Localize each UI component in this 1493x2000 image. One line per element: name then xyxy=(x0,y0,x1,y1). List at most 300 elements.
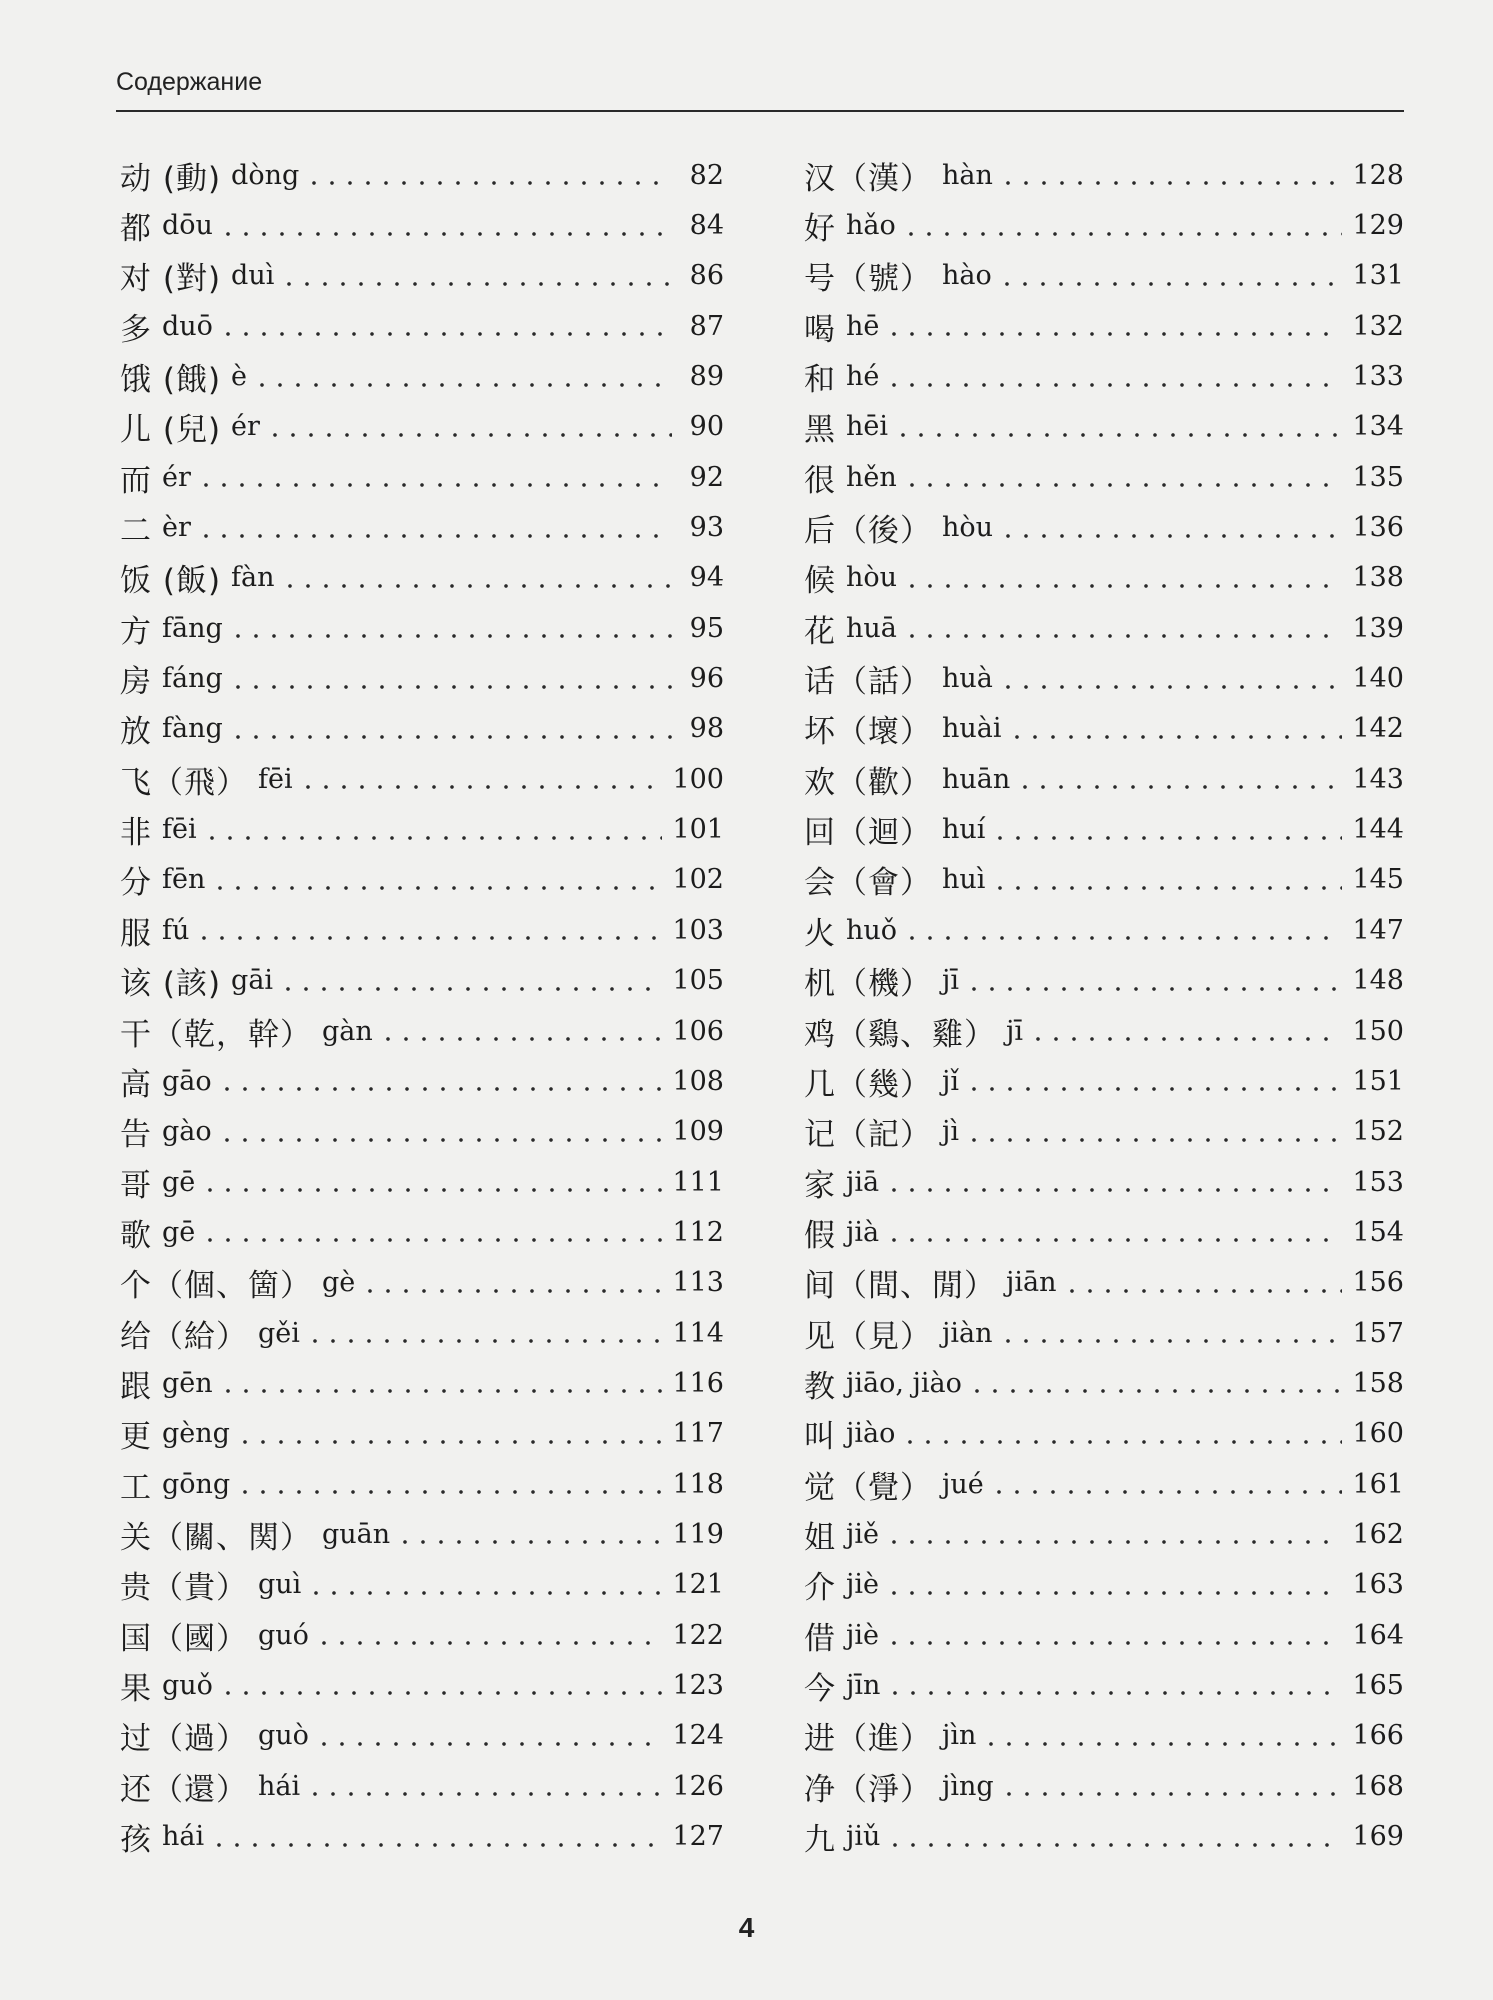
toc-dot-leader xyxy=(886,1825,1342,1849)
toc-entry-hanzi: 分 xyxy=(120,865,152,902)
toc-column-right xyxy=(804,150,1404,1862)
toc-entry-page: 98 xyxy=(689,713,724,745)
toc-dot-leader xyxy=(219,1673,663,1697)
toc-entry[interactable] xyxy=(120,855,724,905)
toc-entry[interactable] xyxy=(804,1509,1404,1559)
toc-entry-hanzi: 坏（壞） xyxy=(804,714,932,751)
toc-entry[interactable] xyxy=(120,200,724,250)
toc-entry[interactable] xyxy=(804,351,1404,401)
toc-entry[interactable] xyxy=(804,754,1404,804)
toc-entry-pinyin: huā xyxy=(846,612,897,644)
toc-entry[interactable] xyxy=(120,1610,724,1660)
toc-entry-page: 169 xyxy=(1352,1821,1404,1853)
toc-entry[interactable] xyxy=(804,553,1404,603)
toc-entry-pinyin: hái xyxy=(162,1821,205,1853)
toc-entry-page: 121 xyxy=(672,1569,724,1601)
toc-dot-leader xyxy=(379,1019,663,1043)
toc-entry[interactable] xyxy=(804,1660,1404,1710)
toc-entry[interactable] xyxy=(120,603,724,653)
toc-entry-page: 131 xyxy=(1352,260,1404,292)
toc-entry-pinyin: fēi xyxy=(162,814,197,846)
toc-entry[interactable] xyxy=(804,1258,1404,1308)
toc-entry-pinyin: gēn xyxy=(162,1367,213,1399)
toc-entry-page: 112 xyxy=(672,1216,724,1248)
toc-dot-leader xyxy=(886,1673,1342,1697)
toc-entry[interactable] xyxy=(804,1157,1404,1207)
toc-entry-hanzi: 果 xyxy=(120,1670,152,1707)
toc-entry[interactable] xyxy=(120,452,724,502)
toc-entry[interactable] xyxy=(120,1258,724,1308)
toc-entry[interactable] xyxy=(804,402,1404,452)
toc-entry-hanzi: 更 xyxy=(120,1419,152,1456)
toc-entry-hanzi: 花 xyxy=(804,613,836,650)
toc-entry[interactable] xyxy=(804,704,1404,754)
toc-entry[interactable] xyxy=(120,1660,724,1710)
toc-entry-pinyin: jǐ xyxy=(942,1065,960,1097)
toc-entry-hanzi: 都 xyxy=(120,211,152,248)
toc-entry-page: 168 xyxy=(1352,1770,1404,1802)
toc-dot-leader xyxy=(894,415,1342,439)
toc-entry[interactable] xyxy=(804,452,1404,502)
toc-entry-hanzi: 孩 xyxy=(120,1822,152,1859)
toc-dot-leader xyxy=(1016,767,1342,791)
toc-entry-pinyin: jiè xyxy=(846,1619,879,1651)
toc-entry[interactable] xyxy=(804,603,1404,653)
toc-entry-page: 94 xyxy=(689,562,724,594)
toc-entry-page: 142 xyxy=(1352,713,1404,745)
toc-entry-page: 138 xyxy=(1352,562,1404,594)
toc-dot-leader xyxy=(999,516,1342,540)
toc-entry-pinyin: guì xyxy=(258,1569,302,1601)
toc-entry-pinyin: fú xyxy=(162,914,190,946)
toc-entry-pinyin: èr xyxy=(162,512,191,544)
toc-entry-page: 116 xyxy=(672,1367,724,1399)
toc-entry-page: 122 xyxy=(672,1619,724,1651)
toc-entry-hanzi: 话（話） xyxy=(804,664,932,701)
toc-entry-hanzi: 歌 xyxy=(120,1217,152,1254)
toc-entry[interactable] xyxy=(804,502,1404,552)
toc-entry-pinyin: gèng xyxy=(162,1418,230,1450)
toc-entry-page: 128 xyxy=(1352,159,1404,191)
toc-entry-page: 84 xyxy=(689,210,724,242)
toc-entry-page: 140 xyxy=(1352,663,1404,695)
toc-entry[interactable] xyxy=(120,1409,724,1459)
toc-dot-leader xyxy=(203,818,663,842)
toc-dot-leader xyxy=(965,969,1342,993)
toc-entry-pinyin: ér xyxy=(162,461,191,493)
toc-entry[interactable] xyxy=(804,855,1404,905)
toc-entry-page: 144 xyxy=(1352,814,1404,846)
toc-dot-leader xyxy=(236,1472,662,1496)
toc-entry[interactable] xyxy=(804,1409,1404,1459)
toc-entry-page: 123 xyxy=(672,1669,724,1701)
toc-entry-hanzi: 进（進） xyxy=(804,1721,932,1758)
toc-entry-hanzi: 跟 xyxy=(120,1368,152,1405)
toc-entry-page: 151 xyxy=(1352,1065,1404,1097)
toc-entry-hanzi: 干（乾，幹） xyxy=(120,1016,312,1053)
toc-entry-pinyin: fàn xyxy=(231,562,275,594)
toc-entry-page: 108 xyxy=(672,1065,724,1097)
toc-entry[interactable] xyxy=(804,1811,1404,1861)
toc-entry-page: 129 xyxy=(1352,210,1404,242)
toc-entry-hanzi: 对 (對) xyxy=(120,261,222,298)
toc-entry-page: 139 xyxy=(1352,612,1404,644)
toc-entry-hanzi: 关（關、関） xyxy=(120,1519,312,1556)
toc-entry-pinyin: duō xyxy=(162,310,213,342)
toc-entry-page: 152 xyxy=(1352,1116,1404,1148)
toc-entry-hanzi: 个（個、箇） xyxy=(120,1268,312,1305)
toc-dot-leader xyxy=(201,1220,662,1244)
toc-dot-leader xyxy=(998,264,1343,288)
toc-entry-pinyin: jì xyxy=(942,1116,960,1148)
toc-entry[interactable] xyxy=(804,1560,1404,1610)
toc-entry[interactable] xyxy=(804,905,1404,955)
toc-entry-pinyin: hòu xyxy=(942,512,994,544)
toc-dot-leader xyxy=(885,1573,1342,1597)
toc-entry-page: 101 xyxy=(672,814,724,846)
toc-entry[interactable] xyxy=(804,1107,1404,1157)
toc-entry-pinyin: gè xyxy=(322,1267,356,1299)
toc-entry[interactable] xyxy=(804,1308,1404,1358)
toc-dot-leader xyxy=(219,1371,663,1395)
toc-entry[interactable] xyxy=(120,553,724,603)
toc-entry-hanzi: 鸡（鷄、雞） xyxy=(804,1016,996,1053)
toc-entry[interactable] xyxy=(804,150,1404,200)
toc-entry-hanzi: 黑 xyxy=(804,412,836,449)
toc-entry-hanzi: 该 (該) xyxy=(120,966,222,1003)
toc-entry[interactable] xyxy=(804,1056,1404,1106)
toc-dot-leader xyxy=(299,767,663,791)
toc-entry-hanzi: 家 xyxy=(804,1167,836,1204)
toc-entry-pinyin: hào xyxy=(942,260,992,292)
toc-entry-page: 150 xyxy=(1352,1015,1404,1047)
toc-dot-leader xyxy=(968,1371,1343,1395)
toc-entry-hanzi: 假 xyxy=(804,1217,836,1254)
toc-entry[interactable] xyxy=(120,150,724,200)
toc-dot-leader xyxy=(1029,1019,1342,1043)
toc-entry-page: 158 xyxy=(1352,1367,1404,1399)
toc-entry-page: 113 xyxy=(672,1267,724,1299)
toc-dot-leader xyxy=(211,868,662,892)
toc-entry-hanzi: 国（國） xyxy=(120,1620,248,1657)
toc-entry[interactable] xyxy=(804,1207,1404,1257)
toc-entry-pinyin: huí xyxy=(942,814,986,846)
toc-dot-leader xyxy=(219,314,672,338)
toc-dot-leader xyxy=(229,667,672,691)
toc-dot-leader xyxy=(903,918,1342,942)
toc-entry[interactable] xyxy=(804,1610,1404,1660)
toc-entry-page: 105 xyxy=(672,965,724,997)
toc-entry-pinyin: jiǔ xyxy=(846,1821,881,1853)
toc-entry-hanzi: 见（見） xyxy=(804,1318,932,1355)
toc-entry-pinyin: gōng xyxy=(162,1468,231,1500)
toc-entry-hanzi: 介 xyxy=(804,1570,836,1607)
toc-entry-hanzi: 多 xyxy=(120,311,152,348)
toc-entry[interactable] xyxy=(804,251,1404,301)
toc-entry-hanzi: 候 xyxy=(804,563,836,600)
toc-entry-pinyin: fāng xyxy=(162,612,223,644)
toc-entry-hanzi: 机（機） xyxy=(804,966,932,1003)
toc-entry-hanzi: 方 xyxy=(120,613,152,650)
toc-entry-page: 166 xyxy=(1352,1720,1404,1752)
toc-entry-pinyin: jī xyxy=(942,965,960,997)
toc-dot-leader xyxy=(965,1069,1342,1093)
toc-entry-pinyin: dòng xyxy=(231,159,300,191)
toc-dot-leader xyxy=(201,1170,662,1194)
toc-entry[interactable] xyxy=(804,1358,1404,1408)
toc-entry[interactable] xyxy=(120,1761,724,1811)
toc-dot-leader xyxy=(990,1472,1343,1496)
toc-entry-pinyin: hǎo xyxy=(846,210,896,242)
toc-entry-page: 106 xyxy=(672,1015,724,1047)
toc-entry-pinyin: hàn xyxy=(942,159,993,191)
toc-entry-hanzi: 哥 xyxy=(120,1167,152,1204)
toc-entry-page: 96 xyxy=(689,663,724,695)
toc-dot-leader xyxy=(219,214,672,238)
toc-dot-leader xyxy=(1000,1774,1343,1798)
toc-entry-hanzi: 二 xyxy=(120,513,152,550)
toc-dot-leader xyxy=(885,1522,1342,1546)
toc-entry-page: 157 xyxy=(1352,1317,1404,1349)
toc-entry-page: 127 xyxy=(672,1821,724,1853)
toc-dot-leader xyxy=(885,1170,1342,1194)
toc-entry-pinyin: ér xyxy=(231,411,260,443)
toc-entry-pinyin: guó xyxy=(258,1619,309,1651)
toc-entry[interactable] xyxy=(120,1459,724,1509)
toc-entry-page: 93 xyxy=(689,512,724,544)
toc-entry-hanzi: 给（給） xyxy=(120,1318,248,1355)
toc-entry-hanzi: 饿 (餓) xyxy=(120,362,222,399)
toc-dot-leader xyxy=(281,566,672,590)
toc-entry-pinyin: jīn xyxy=(846,1669,881,1701)
toc-entry-page: 89 xyxy=(689,361,724,393)
toc-entry-hanzi: 姐 xyxy=(804,1519,836,1556)
toc-entry-hanzi: 高 xyxy=(120,1066,152,1103)
toc-entry[interactable] xyxy=(120,1811,724,1861)
toc-entry[interactable] xyxy=(120,956,724,1006)
toc-dot-leader xyxy=(218,1120,663,1144)
toc-entry-page: 164 xyxy=(1352,1619,1404,1651)
toc-entry-hanzi: 喝 xyxy=(804,311,836,348)
toc-entry[interactable] xyxy=(120,704,724,754)
toc-entry[interactable] xyxy=(120,1358,724,1408)
toc-entry-pinyin: huān xyxy=(942,763,1011,795)
toc-entry[interactable] xyxy=(804,301,1404,351)
toc-entry-hanzi: 净（淨） xyxy=(804,1771,932,1808)
toc-entry[interactable] xyxy=(804,804,1404,854)
toc-dot-leader xyxy=(991,818,1342,842)
toc-entry-hanzi: 放 xyxy=(120,714,152,751)
toc-dot-leader xyxy=(361,1271,662,1295)
toc-dot-leader xyxy=(306,1774,662,1798)
toc-entry[interactable] xyxy=(804,1459,1404,1509)
toc-entry-pinyin: guò xyxy=(258,1720,309,1752)
toc-entry[interactable] xyxy=(120,1509,724,1559)
toc-entry-pinyin: hái xyxy=(258,1770,301,1802)
toc-entry[interactable] xyxy=(804,1711,1404,1761)
toc-entry[interactable] xyxy=(804,200,1404,250)
toc-dot-leader xyxy=(999,667,1343,691)
toc-entry-pinyin: jiè xyxy=(846,1569,879,1601)
toc-entry-page: 111 xyxy=(672,1166,724,1198)
toc-entry-page: 124 xyxy=(672,1720,724,1752)
toc-entry-page: 136 xyxy=(1352,512,1404,544)
toc-entry-page: 95 xyxy=(689,612,724,644)
toc-entry-pinyin: è xyxy=(231,361,248,393)
toc-entry-hanzi: 几（幾） xyxy=(804,1066,932,1103)
toc-entry-pinyin: fēn xyxy=(162,864,206,896)
toc-dot-leader xyxy=(210,1825,662,1849)
toc-entry-page: 86 xyxy=(689,260,724,292)
toc-entry-hanzi: 回（迴） xyxy=(804,815,932,852)
toc-entry-pinyin: jìn xyxy=(942,1720,977,1752)
toc-entry-hanzi: 汉（漢） xyxy=(804,160,932,197)
toc-dot-leader xyxy=(991,868,1342,892)
toc-entry-hanzi: 还（還） xyxy=(120,1771,248,1808)
toc-entry-pinyin: gào xyxy=(162,1116,212,1148)
toc-dot-leader xyxy=(885,1623,1342,1647)
toc-entry[interactable] xyxy=(120,905,724,955)
toc-entry[interactable] xyxy=(120,804,724,854)
toc-entry-pinyin: jī xyxy=(1006,1015,1024,1047)
toc-entry[interactable] xyxy=(120,1560,724,1610)
toc-entry-pinyin: fáng xyxy=(162,663,223,695)
toc-entry-hanzi: 会（會） xyxy=(804,865,932,902)
toc-entry-page: 148 xyxy=(1352,965,1404,997)
toc-entry-page: 161 xyxy=(1352,1468,1404,1500)
toc-entry[interactable] xyxy=(804,1006,1404,1056)
toc-entry-pinyin: dōu xyxy=(162,210,213,242)
toc-entry-page: 126 xyxy=(672,1770,724,1802)
toc-dot-leader xyxy=(315,1724,663,1748)
toc-dot-leader xyxy=(885,1220,1342,1244)
toc-dot-leader xyxy=(279,969,662,993)
toc-entry-hanzi: 号（號） xyxy=(804,261,932,298)
toc-entry-hanzi: 今 xyxy=(804,1670,836,1707)
toc-entry-pinyin: gē xyxy=(162,1216,196,1248)
toc-entry-hanzi: 借 xyxy=(804,1620,836,1657)
toc-dot-leader xyxy=(280,264,672,288)
toc-entry-page: 160 xyxy=(1352,1418,1404,1450)
toc-entry[interactable] xyxy=(804,956,1404,1006)
toc-entry[interactable] xyxy=(120,1308,724,1358)
toc-entry-page: 102 xyxy=(672,864,724,896)
toc-entry-pinyin: jiā xyxy=(846,1166,880,1198)
toc-entry[interactable] xyxy=(120,1107,724,1157)
toc-entry-pinyin: jiàn xyxy=(942,1317,993,1349)
toc-entry-pinyin: hé xyxy=(846,361,880,393)
toc-entry-page: 103 xyxy=(672,914,724,946)
toc-entry-hanzi: 间（間、閒） xyxy=(804,1268,996,1305)
toc-entry-pinyin: gāo xyxy=(162,1065,212,1097)
toc-dot-leader xyxy=(218,1069,663,1093)
toc-entry-hanzi: 房 xyxy=(120,664,152,701)
toc-dot-leader xyxy=(999,1321,1343,1345)
toc-dot-leader xyxy=(253,365,672,389)
toc-entry-pinyin: hěn xyxy=(846,461,897,493)
toc-entry[interactable] xyxy=(120,1711,724,1761)
toc-entry-page: 92 xyxy=(689,461,724,493)
page-number: 4 xyxy=(738,1912,755,1943)
toc-entry-pinyin: huài xyxy=(942,713,1002,745)
toc-dot-leader xyxy=(266,415,672,439)
toc-entry-hanzi: 而 xyxy=(120,462,152,499)
toc-entry-hanzi: 儿 (兒) xyxy=(120,412,222,449)
toc-dot-leader xyxy=(903,616,1343,640)
toc-dot-leader xyxy=(1063,1271,1343,1295)
toc-entry-hanzi: 教 xyxy=(804,1368,836,1405)
toc-entry-page: 87 xyxy=(689,310,724,342)
toc-dot-leader xyxy=(195,918,662,942)
toc-dot-leader xyxy=(885,314,1342,338)
toc-entry-hanzi: 叫 xyxy=(804,1419,836,1456)
toc-entry-hanzi: 和 xyxy=(804,362,836,399)
toc-entry-hanzi: 非 xyxy=(120,815,152,852)
toc-entry-pinyin: huǒ xyxy=(846,914,898,946)
toc-dot-leader xyxy=(965,1120,1342,1144)
toc-dot-leader xyxy=(197,516,672,540)
toc-entry-pinyin: huì xyxy=(942,864,986,896)
toc-entry[interactable] xyxy=(120,402,724,452)
toc-entry-hanzi: 服 xyxy=(120,915,152,952)
toc-dot-leader xyxy=(999,163,1343,187)
toc-dot-leader xyxy=(901,1422,1342,1446)
toc-entry-pinyin: gěi xyxy=(258,1317,300,1349)
page-header-title: Содержание xyxy=(116,68,263,96)
toc-entry-pinyin: guǒ xyxy=(162,1669,213,1701)
toc-dot-leader xyxy=(902,214,1343,238)
toc-entry[interactable] xyxy=(120,1207,724,1257)
toc-entry-page: 132 xyxy=(1352,310,1404,342)
toc-entry-pinyin: jiào xyxy=(846,1418,896,1450)
toc-entry[interactable] xyxy=(120,1006,724,1056)
toc-entry[interactable] xyxy=(120,1056,724,1106)
toc-entry-hanzi: 动 (動) xyxy=(120,160,222,197)
toc-entry-hanzi: 很 xyxy=(804,462,836,499)
toc-entry[interactable] xyxy=(120,251,724,301)
toc-entry-pinyin: jiāo, jiào xyxy=(846,1367,962,1399)
toc-entry-page: 119 xyxy=(672,1518,724,1550)
toc-entry-page: 147 xyxy=(1352,914,1404,946)
toc-entry[interactable] xyxy=(120,502,724,552)
toc-entry-hanzi: 告 xyxy=(120,1117,152,1154)
toc-entry-pinyin: jué xyxy=(942,1468,984,1500)
toc-entry[interactable] xyxy=(120,653,724,703)
toc-dot-leader xyxy=(229,616,672,640)
toc-entry-page: 134 xyxy=(1352,411,1404,443)
toc-entry-hanzi: 飞（飛） xyxy=(120,764,248,801)
toc-entry-hanzi: 火 xyxy=(804,915,836,952)
toc-entry-pinyin: gàn xyxy=(322,1015,373,1047)
toc-entry-pinyin: hē xyxy=(846,310,880,342)
toc-entry-page: 114 xyxy=(672,1317,724,1349)
toc-entry[interactable] xyxy=(120,301,724,351)
toc-dot-leader xyxy=(982,1724,1342,1748)
toc-entry-pinyin: jìng xyxy=(942,1770,994,1802)
toc-entry-hanzi: 饭 (飯) xyxy=(120,563,222,600)
toc-entry[interactable] xyxy=(804,1761,1404,1811)
toc-entry-pinyin: jiān xyxy=(1006,1267,1057,1299)
toc-entry[interactable] xyxy=(120,351,724,401)
toc-entry-page: 154 xyxy=(1352,1216,1404,1248)
toc-entry[interactable] xyxy=(120,1157,724,1207)
header-divider xyxy=(116,110,1404,112)
toc-entry[interactable] xyxy=(120,754,724,804)
toc-entry-hanzi: 好 xyxy=(804,211,836,248)
toc-dot-leader xyxy=(1008,717,1343,741)
toc-dot-leader xyxy=(903,465,1343,489)
toc-entry[interactable] xyxy=(804,653,1404,703)
